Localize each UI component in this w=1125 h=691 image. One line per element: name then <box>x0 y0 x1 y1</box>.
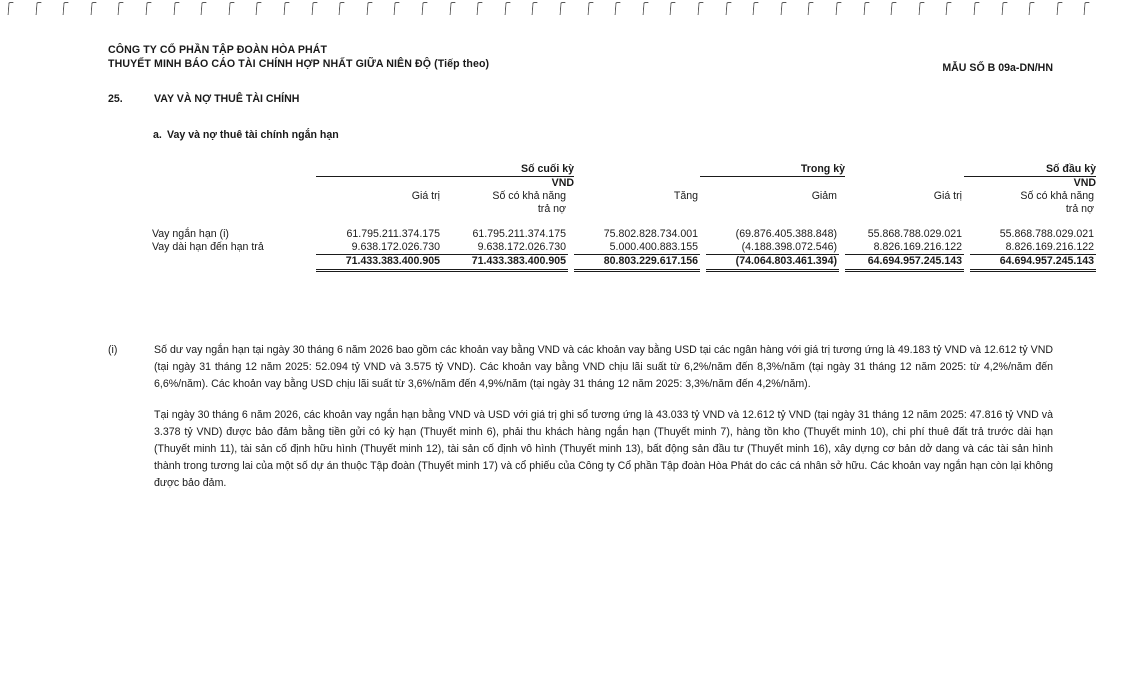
binder-ring <box>394 2 400 15</box>
binder-ring <box>974 2 980 15</box>
binder-ring <box>311 2 317 15</box>
binder-ring <box>118 2 124 15</box>
binder-ring <box>698 2 704 15</box>
table-total-row <box>152 255 1096 271</box>
binder-ring <box>1029 2 1035 15</box>
loans-table <box>152 163 1096 272</box>
end-value-cell: 9.638.172.026.730 <box>351 241 440 253</box>
binder-ring <box>725 2 731 15</box>
total-begin-value: 64.694.957.245.143 <box>845 255 964 271</box>
binder-ring <box>642 2 648 15</box>
currency-begin: VND <box>1073 177 1096 189</box>
row-label: Vay dài hạn đến hạn trả <box>152 241 264 254</box>
increase-cell: 5.000.400.883.155 <box>609 241 698 253</box>
binder-ring <box>946 2 952 15</box>
binder-ring <box>63 2 69 15</box>
group-beginning-of-period: Số đầu kỳ <box>964 163 1096 177</box>
binder-ring <box>173 2 179 15</box>
decrease-cell: (4.188.398.072.546) <box>741 241 837 253</box>
binder-ring <box>8 2 14 15</box>
binder-ring <box>228 2 234 15</box>
binder-ring <box>449 2 455 15</box>
binder-ring <box>504 2 510 15</box>
subsection-title: Vay và nợ thuê tài chính ngắn hạn <box>167 129 339 141</box>
group-during-period: Trong kỳ <box>700 163 845 177</box>
binder-ring <box>836 2 842 15</box>
binder-ring <box>560 2 566 15</box>
binder-ring <box>863 2 869 15</box>
document-header <box>108 43 489 71</box>
begin-repayable-cell: 8.826.169.216.122 <box>1005 241 1094 253</box>
binder-ring <box>284 2 290 15</box>
binder-ring <box>780 2 786 15</box>
binder-ring <box>146 2 152 15</box>
binder-ring <box>256 2 262 15</box>
table-row <box>152 241 1096 255</box>
decrease-cell: (69.876.405.388.848) <box>735 228 837 240</box>
col-end-value: Giá trị <box>411 190 440 202</box>
binder-ring <box>891 2 897 15</box>
binder-ring <box>366 2 372 15</box>
begin-value-cell: 55.868.788.029.021 <box>867 228 962 240</box>
binder-ring <box>532 2 538 15</box>
section-heading <box>108 93 299 105</box>
note-paragraph-2: Tại ngày 30 tháng 6 năm 2026, các khoản vay ngắn hạn bằng VND và USD với giá trị ghi sổ tương ứng là 43.033 tỷ VND và 12.612 tỷ VND (tại ngày 31 tháng 12 năm 2025: 47.816 tỷ VND và 3.378 tỷ VND) được bảo đảm bằng tiền gửi có kỳ hạn (Thuyết minh 6), phải thu khách hàng ngắn hạn (Thuyết minh 7), hàng tồn kho (Thuyết minh 10), chi phí thuê đất trả trước dài hạn (Thuyết minh 11), tài sản cố định hữu hình (Thuyết minh 12), tài sản cố định vô hình (Thuyết minh 13), bất động sản đầu tư (Thuyết minh 16), xây dựng cơ bản dở dang và các tài sản hình thành trong tương lai của một số dự án thuộc Tập đoàn (Thuyết minh 17) và cổ phiếu của Công ty Cổ phần Tập đoàn Hòa Phát do các cá nhân sở hữu. Các khoản vay ngắn hạn còn lại không được bảo đảm. <box>154 409 1053 489</box>
binder-ring <box>808 2 814 15</box>
binder-ring <box>587 2 593 15</box>
binder-ring <box>1001 2 1007 15</box>
total-end-repayable: 71.433.383.400.905 <box>442 255 568 271</box>
col-begin-repayable-line2: trả nợ <box>1065 203 1094 215</box>
binder-ring <box>201 2 207 15</box>
subsection-letter: a. <box>153 129 162 141</box>
binder-rings <box>0 0 1125 18</box>
binder-ring <box>615 2 621 15</box>
col-end-repayable-line2: trả nợ <box>537 203 566 215</box>
currency-end: VND <box>551 177 574 189</box>
binder-ring <box>918 2 924 15</box>
binder-ring <box>422 2 428 15</box>
binder-ring <box>90 2 96 15</box>
row-label: Vay ngắn hạn (i) <box>152 228 229 240</box>
end-value-cell: 61.795.211.374.175 <box>346 228 440 240</box>
note-marker: (i) <box>108 344 118 356</box>
binder-ring <box>35 2 41 15</box>
col-begin-value: Giá trị <box>933 190 962 202</box>
binder-ring <box>670 2 676 15</box>
col-increase: Tăng <box>673 190 698 202</box>
company-name: CÔNG TY CỔ PHẦN TẬP ĐOÀN HÒA PHÁT <box>108 44 328 56</box>
col-begin-repayable: Số có khả năng <box>1020 190 1094 202</box>
total-increase: 80.803.229.617.156 <box>574 255 700 271</box>
section-number: 25. <box>108 93 123 105</box>
form-code: MẪU SỐ B 09a-DN/HN <box>942 62 1053 74</box>
report-subtitle: THUYẾT MINH BÁO CÁO TÀI CHÍNH HỢP NHẤT GIỮA NIÊN ĐỘ (Tiếp theo) <box>108 58 490 70</box>
notes-section <box>108 342 1053 506</box>
col-end-repayable: Số có khả năng <box>492 190 566 202</box>
table-row <box>152 228 1096 241</box>
section-title: VAY VÀ NỢ THUÊ TÀI CHÍNH <box>154 93 300 105</box>
binder-ring <box>1056 2 1062 15</box>
end-repayable-cell: 61.795.211.374.175 <box>472 228 566 240</box>
total-end-value: 71.433.383.400.905 <box>316 255 442 271</box>
increase-cell: 75.802.828.734.001 <box>603 228 698 240</box>
binder-ring <box>753 2 759 15</box>
begin-repayable-cell: 55.868.788.029.021 <box>999 228 1094 240</box>
begin-value-cell: 8.826.169.216.122 <box>873 241 962 253</box>
group-end-of-period: Số cuối kỳ <box>316 163 574 177</box>
end-repayable-cell: 9.638.172.026.730 <box>477 241 566 253</box>
subsection-heading <box>153 129 339 141</box>
binder-ring <box>477 2 483 15</box>
note-paragraph-1: Số dư vay ngắn hạn tại ngày 30 tháng 6 năm 2026 bao gồm các khoản vay bằng VND và các khoản vay bằng USD tại các ngân hàng với giá trị tương ứng là 49.183 tỷ VND và 12.612 tỷ VND (tại ngày 31 tháng 12 năm 2025: 52.094 tỷ VND và 3.575 tỷ VND). Các khoản vay bằng VND chịu lãi suất từ 6,2%/năm đến 8,3%/năm (tại ngày 31 tháng 12 năm 2025: từ 4,2%/năm đến 6,6%/năm). Các khoản vay bằng USD chịu lãi suất từ 3,6%/năm đến 4,9%/năm (tại ngày 31 tháng 12 năm 2025: 3,3%/năm đến 4,2%/năm). <box>154 344 1053 390</box>
col-decrease: Giảm <box>811 190 837 202</box>
binder-ring <box>339 2 345 15</box>
total-decrease: (74.064.803.461.394) <box>706 255 839 271</box>
total-begin-repayable: 64.694.957.245.143 <box>970 255 1096 271</box>
binder-ring <box>1084 2 1090 15</box>
